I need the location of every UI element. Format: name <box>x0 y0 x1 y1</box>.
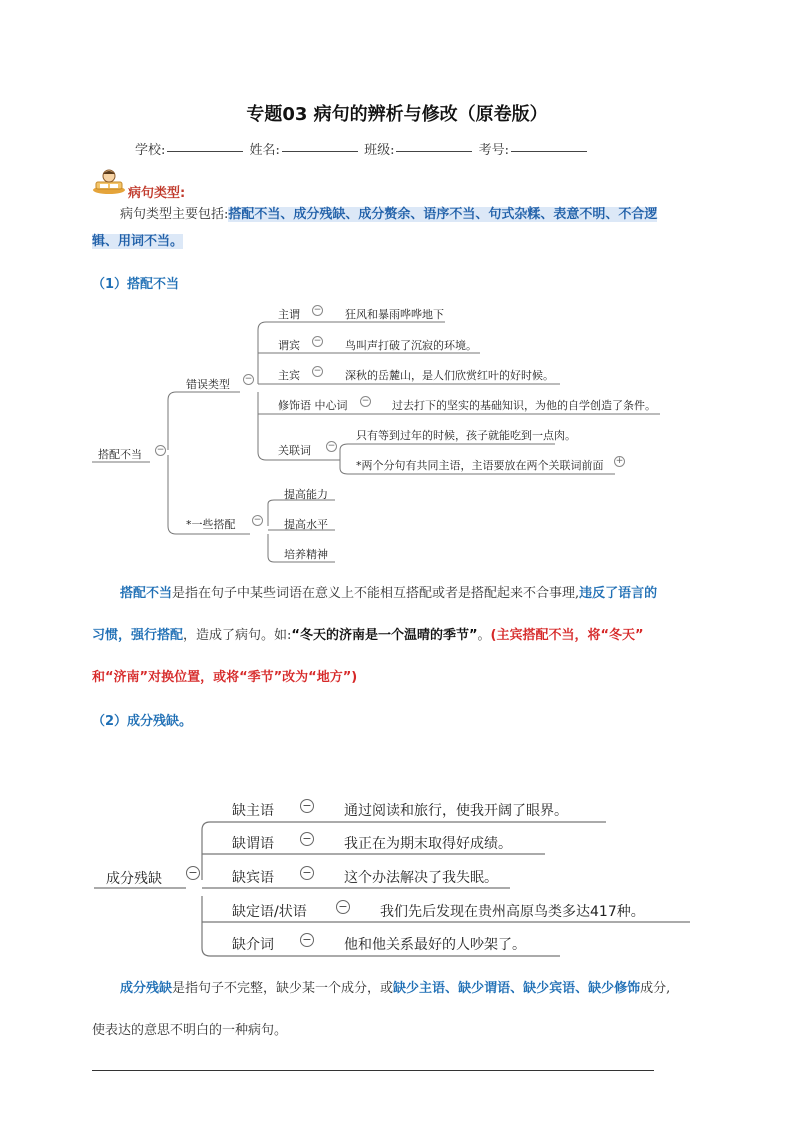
keyword: 缺少主语 <box>393 981 446 996</box>
class-label: 班级: <box>364 143 395 158</box>
node-missing-predicate: 缺谓语 <box>232 836 274 852</box>
example-missing-modifier: 我们先后发现在贵州高原鸟类多达417种。 <box>380 904 645 920</box>
keyword-sep: 、 <box>445 981 459 996</box>
expand-icon[interactable]: + <box>615 456 624 466</box>
section1-heading: （1）搭配不当 <box>92 277 180 292</box>
bottom-divider <box>92 1070 654 1071</box>
keyword: 缺少谓语 <box>458 981 511 996</box>
collapse-icon[interactable]: − <box>313 336 322 346</box>
example-conjunction: 只有等到过年的时候，孩子就能吃到一点肉。 <box>356 429 576 442</box>
collapse-icon[interactable]: − <box>300 933 314 947</box>
collapse-icon[interactable]: − <box>361 396 370 406</box>
keyword-sep: 、 <box>510 981 524 996</box>
section-type-label: 病句类型: <box>128 186 186 201</box>
exam-no-label: 考号: <box>478 143 509 158</box>
node-missing-object: 缺宾语 <box>232 870 274 886</box>
collapse-icon[interactable]: − <box>156 445 165 455</box>
example-subject-object: 深秋的岳麓山，是人们欣赏红叶的好时候。 <box>345 369 554 382</box>
para-text: ，造成了病句。如: <box>183 628 292 643</box>
mindmap2-root: 成分残缺 <box>106 871 162 887</box>
branch-error-types: 错误类型 <box>186 378 230 391</box>
node-missing-subject: 缺主语 <box>232 803 274 819</box>
node-predicate-object: 谓宾 <box>278 339 300 352</box>
collapse-icon[interactable]: − <box>327 441 336 451</box>
collapse-icon[interactable]: − <box>313 305 322 315</box>
collocation-item: 培养精神 <box>284 548 328 561</box>
example-missing-predicate: 我正在为期末取得好成绩。 <box>344 836 512 852</box>
node-missing-modifier: 缺定语/状语 <box>232 904 307 920</box>
collocation-item: 提高能力 <box>284 488 328 501</box>
mindmap1-root: 搭配不当 <box>98 448 142 461</box>
section2-para-line-1 <box>120 975 670 1002</box>
example-missing-preposition: 他和他关系最好的人吵架了。 <box>344 937 526 953</box>
collocation-item: 提高水平 <box>284 518 328 531</box>
term-incomplete: 成分残缺 <box>120 981 173 996</box>
page-title: 专题03 病句的辨析与修改（原卷版） <box>246 104 548 125</box>
example-missing-subject: 通过阅读和旅行，使我开阔了眼界。 <box>344 803 568 819</box>
school-label: 学校: <box>135 143 166 158</box>
collapse-icon[interactable]: − <box>300 832 314 846</box>
section2-para-line-2: 使表达的意思不明白的一种病句。 <box>92 1023 288 1038</box>
example-modifier-head: 过去打下的坚实的基础知识，为他的自学创造了条件。 <box>392 399 656 412</box>
example-missing-object: 这个办法解决了我失眠。 <box>344 870 498 886</box>
correction-note: (主宾搭配不当，将“冬天” <box>490 628 644 643</box>
para-emphasis: 习惯，强行搭配 <box>92 628 184 643</box>
keyword-sep: 、 <box>575 981 589 996</box>
branch-collocations: *一些搭配 <box>186 518 236 531</box>
term-mismatch: 搭配不当 <box>120 586 173 601</box>
collapse-icon[interactable]: − <box>253 515 262 525</box>
collapse-icon[interactable]: − <box>336 900 350 914</box>
intro-types-highlight-2: 辑、用词不当。 <box>92 234 184 249</box>
node-conjunction: 关联词 <box>278 444 311 457</box>
collapse-icon[interactable]: − <box>186 866 200 880</box>
keyword: 缺少宾语 <box>523 981 576 996</box>
collapse-icon[interactable]: − <box>300 799 314 813</box>
example-sentence: “冬天的济南是一个温晴的季节” <box>291 628 478 643</box>
collapse-icon[interactable]: − <box>313 366 322 376</box>
node-subject-predicate: 主谓 <box>278 308 300 321</box>
section2-heading: （2）成分残缺。 <box>92 714 193 729</box>
para-emphasis: 违反了语言的 <box>579 586 658 601</box>
node-subject-object: 主宾 <box>278 369 300 382</box>
para-text: 是指句子不完整，缺少某一个成分，或 <box>172 981 394 996</box>
keyword: 缺少修饰 <box>588 981 641 996</box>
collapse-icon[interactable]: − <box>244 374 253 384</box>
node-modifier-head: 修饰语 中心词 <box>278 399 348 412</box>
example-predicate-object: 鸟叫声打破了沉寂的环境。 <box>345 339 477 352</box>
name-label: 姓名: <box>249 143 280 158</box>
correction-note: 和“济南”对换位置，或将“季节”改为“地方”) <box>92 670 358 685</box>
para-text: 成分, <box>640 981 671 996</box>
intro-types-highlight: 搭配不当、成分残缺、成分赘余、语序不当、句式杂糅、表意不明、不合逻 <box>228 207 658 222</box>
node-missing-preposition: 缺介词 <box>232 937 274 953</box>
note-conjunction: *两个分句有共同主语，主语要放在两个关联词前面 <box>356 459 604 472</box>
intro-lead: 病句类型主要包括: <box>120 207 229 222</box>
para-text: 。 <box>477 628 491 643</box>
para-text: 是指在句子中某些词语在意义上不能相互搭配或者是搭配起来不合事理, <box>172 586 580 601</box>
example-subject-predicate: 狂风和暴雨哗哗地下 <box>345 308 444 321</box>
collapse-icon[interactable]: − <box>300 866 314 880</box>
